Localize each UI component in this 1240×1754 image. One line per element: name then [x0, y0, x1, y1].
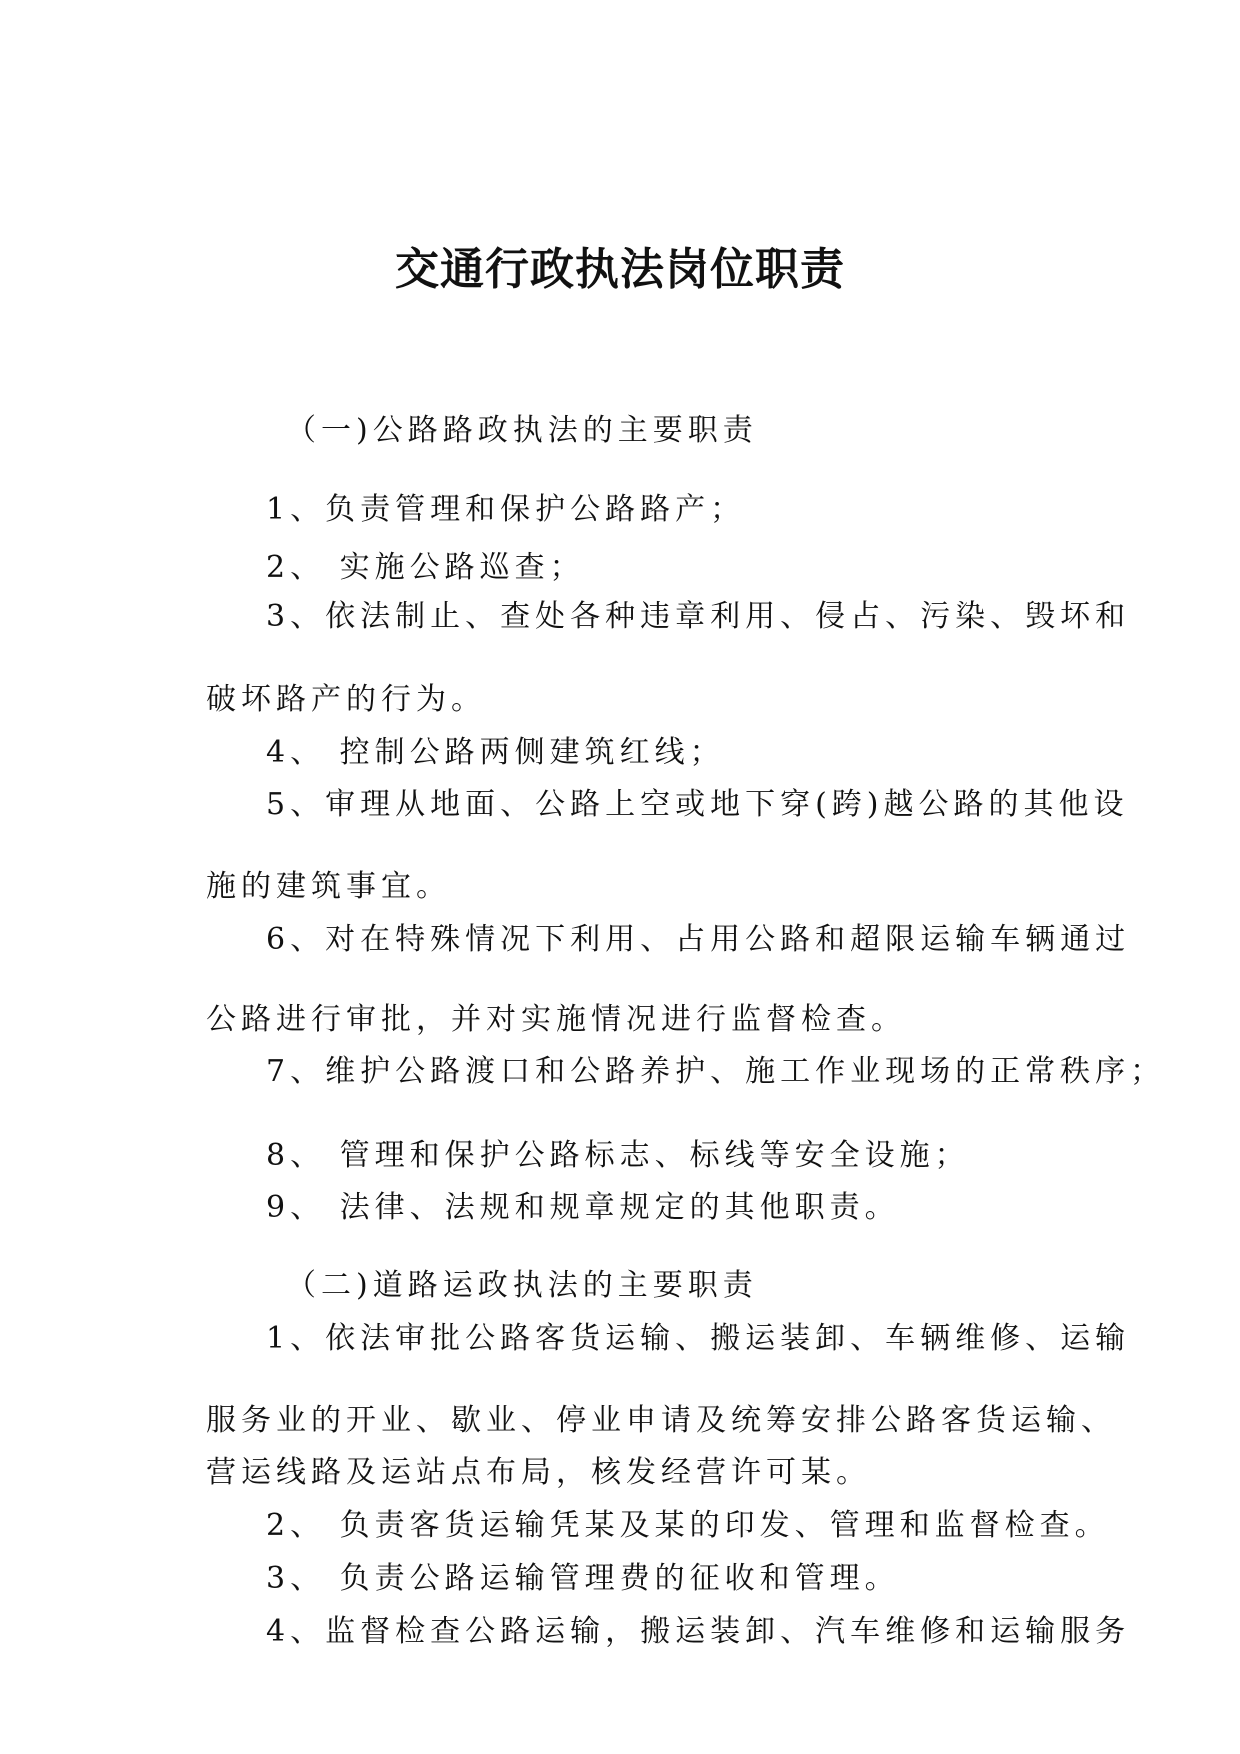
section-1-line-11: 8、 管理和保护公路标志、标线等安全设施；: [266, 1138, 970, 1173]
section-1-line-2: 2、 实施公路巡查；: [266, 550, 585, 585]
section-1-line-10: 7、维护公路渡口和公路养护、施工作业现场的正常秩序；: [266, 1054, 1166, 1089]
section-1-line-7: 施的建筑事宜。: [206, 869, 451, 904]
section-1-line-6: 5、审理从地面、公路上空或地下穿(跨)越公路的其他设: [266, 787, 1129, 822]
section-2-line-4: 2、 负责客货运输凭某及某的印发、管理和监督检查。: [266, 1508, 1110, 1543]
section-2-line-3: 营运线路及运站点布局，核发经营许可某。: [206, 1455, 871, 1490]
section-1-line-8: 6、对在特殊情况下利用、占用公路和超限运输车辆通过: [266, 922, 1131, 957]
section-2-line-5: 3、 负责公路运输管理费的征收和管理。: [266, 1561, 900, 1596]
section-1-line-5: 4、 控制公路两侧建筑红线；: [266, 735, 725, 770]
section-1-line-1: 1、负责管理和保护公路路产；: [266, 492, 746, 527]
section-1-line-4: 破坏路产的行为。: [206, 682, 486, 717]
section-2-line-1: 1、依法审批公路客货运输、搬运装卸、车辆维修、运输: [266, 1321, 1131, 1356]
section-1-heading: （一)公路路政执法的主要职责: [286, 413, 758, 448]
section-2-line-6: 4、监督检查公路运输，搬运装卸、汽车维修和运输服务: [266, 1614, 1131, 1649]
section-1-line-3: 3、依法制止、查处各种违章利用、侵占、污染、毁坏和: [266, 599, 1131, 634]
section-2-heading: （二)道路运政执法的主要职责: [286, 1268, 758, 1303]
document-title: 交通行政执法岗位职责: [395, 244, 845, 295]
section-2-line-2: 服务业的开业、歇业、停业申请及统筹安排公路客货运输、: [206, 1403, 1116, 1438]
section-1-line-12: 9、 法律、法规和规章规定的其他职责。: [266, 1190, 900, 1225]
section-1-line-9: 公路进行审批，并对实施情况进行监督检查。: [206, 1002, 906, 1037]
